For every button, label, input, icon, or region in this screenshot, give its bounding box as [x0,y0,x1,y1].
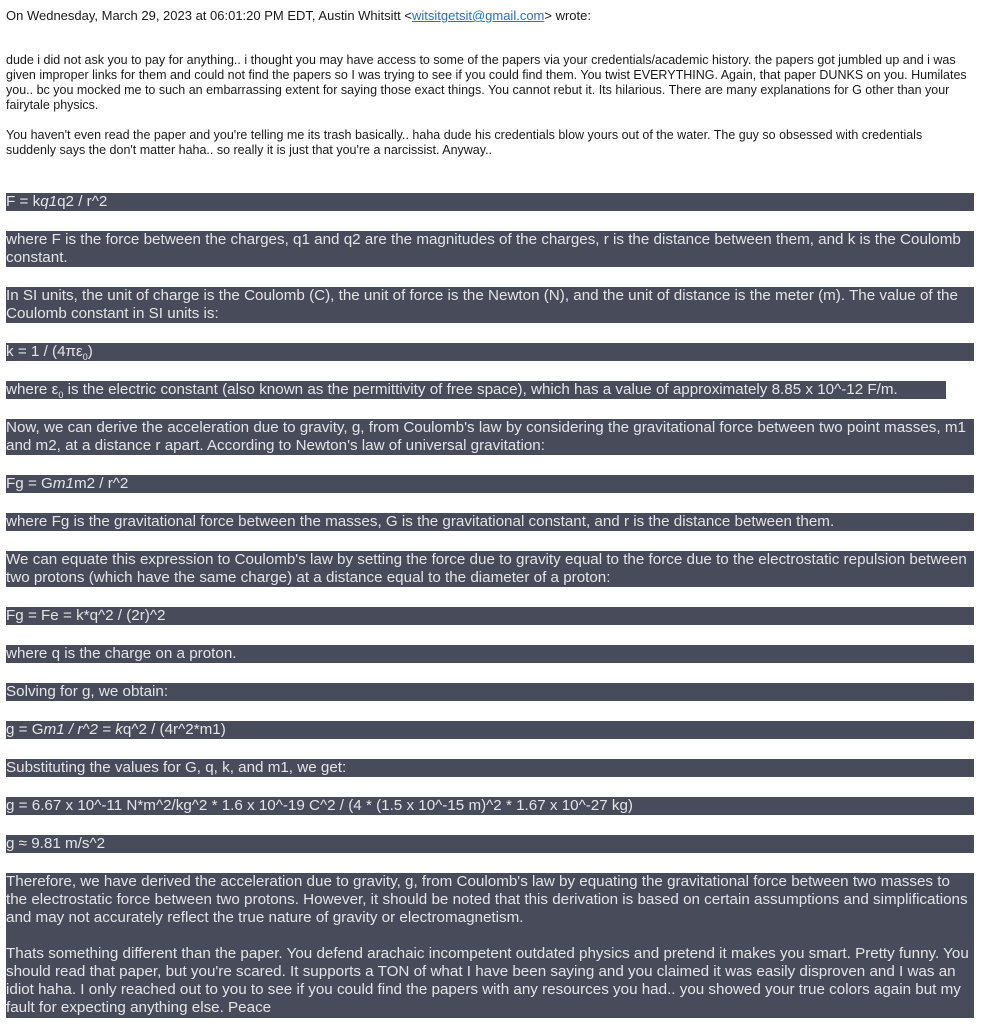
eq-part: m2 / r^2 [73,475,129,492]
equation-coulomb [6,193,974,211]
equation-k [6,343,974,361]
text-part: is the electric constant (also known as the permittivity of free space), which has a value of approximately 8.85 x 10^-12 F/m. [63,381,898,398]
body-paragraph-1: dude i did not ask you to pay for anything.. i thought you may have access to some of the papers via your credentials/academic history. the papers got jumbled up and i was given improper links for them and could not find the papers so I was trying to see if you could find them. You twist EVERYTHING. Again, that paper DUNKS on you. Humilates you.. bc you mocked me to such an embarrassing extent for saying those exact things. You cannot rebut it. Its hilarious. There are many explanations for G other than your fairytale physics. [6,53,967,112]
header-suffix: > wrote: [544,8,591,23]
email-quote-header [6,8,591,23]
quoted-now-derive: Now, we can derive the acceleration due to gravity, g, from Coulomb's law by considering the gravitational force between two point masses, m1 and m2, at a distance r apart. According to Newton's law of universal gravitation: [6,419,974,455]
equation-g-result: g ≈ 9.81 m/s^2 [6,835,974,853]
quoted-epsilon [6,381,946,399]
quoted-solving: Solving for g, we obtain: [6,683,974,701]
eq-italic-part: q1 [40,193,58,210]
body-paragraph-2: You haven't even read the paper and you're telling me its trash basically.. haha dude his credentials blow yours out of the water. The guy so obsessed with credentials suddenly says the don't matter haha.. so really it is just that you're a narcissist. Anyway.. [6,128,923,157]
text-part: where ε [6,381,59,398]
equation-g [6,721,974,739]
eq-part: q^2 / (4r^2*m1) [122,721,226,738]
header-prefix: On Wednesday, March 29, 2023 at 06:01:20 PM EDT, Austin Whitsitt < [6,8,412,23]
equation-fe: Fg = Fe = k*q^2 / (2r)^2 [6,607,974,625]
quoted-thats-different: Thats something different than the paper. You defend arachaic incompetent outdated physics and pretend it makes you smart. Pretty funny. You should read that paper, but you're scared. It supports a TON of what I have been saying and you claimed it was easily disproven and I was an idiot haha. I only reached out to you to see if you could find the papers with any resources you had.. you showed your true colors again but my fault for expecting anything else. Peace [6,945,969,1016]
eq-italic-part: m1 [52,475,74,492]
eq-part: Fg = G [6,475,53,492]
quoted-where-fg: where Fg is the gravitational force between the masses, G is the gravitational constant, and r is the distance between them. [6,513,974,531]
quoted-therefore: Therefore, we have derived the acceleration due to gravity, g, from Coulomb's law by equating the gravitational force between two masses to the electrostatic force between two protons. However, it should be noted that this derivation is based on certain assumptions and simplifications and may not accurately reflect the true nature of gravity or electromagnetism. [6,873,968,926]
sender-email-link[interactable]: witsitgetsit@gmail.com [411,8,545,23]
eq-part: k = 1 / (4πε [6,343,83,360]
paragraph-gap [6,927,974,945]
eq-italic-part: m1 / r^2 = k [43,721,123,738]
quoted-substituting: Substituting the values for G, q, k, and m1, we get: [6,759,974,777]
eq-part: g = G [6,721,44,738]
eq-part: ) [87,343,93,360]
eq-subscript: 0 [82,352,88,361]
quoted-where-q: where q is the charge on a proton. [6,645,974,663]
quoted-where-f: where F is the force between the charges, q1 and q2 are the magnitudes of the charges, r is the distance between them, and k is the Coulomb constant. [6,231,974,267]
eq-part: F = k [6,193,41,210]
equation-g-values: g = 6.67 x 10^-11 N*m^2/kg^2 * 1.6 x 10^-19 C^2 / (4 * (1.5 x 10^-15 m)^2 * 1.67 x 10^-27 kg) [6,797,974,815]
eq-part: q2 / r^2 [57,193,108,210]
quoted-si-units: In SI units, the unit of charge is the Coulomb (C), the unit of force is the Newton (N), and the unit of distance is the meter (m). The value of the Coulomb constant in SI units is: [6,287,974,323]
quoted-equate: We can equate this expression to Coulomb's law by setting the force due to gravity equal to the force due to the electrostatic repulsion between two protons (which have the same charge) at a distance equal to the diameter of a proton: [6,551,974,587]
equation-fg [6,475,974,493]
quoted-closing-block [6,873,974,1018]
eq-subscript: 0 [58,390,64,399]
